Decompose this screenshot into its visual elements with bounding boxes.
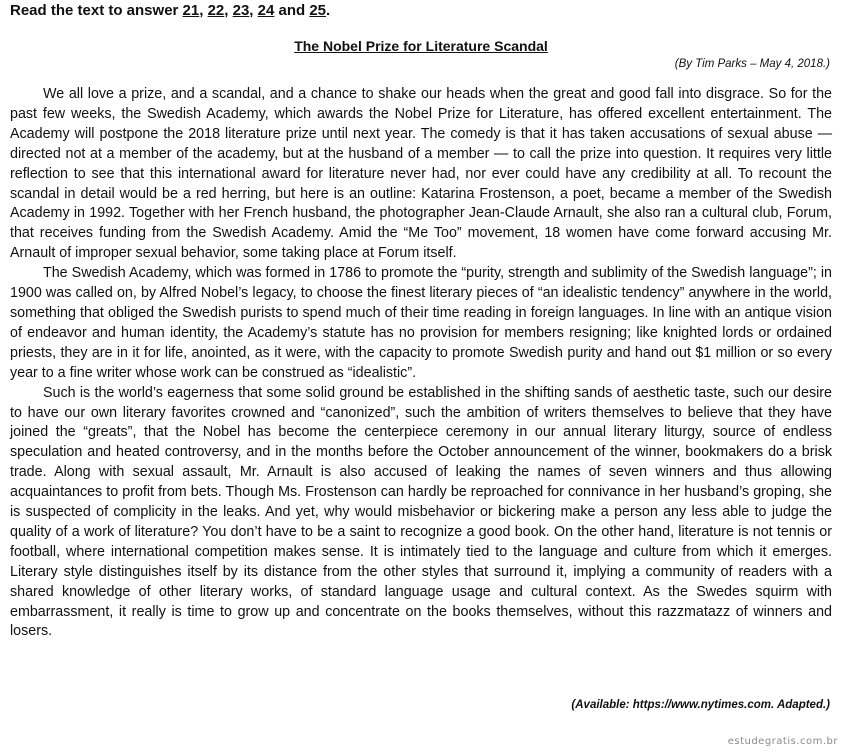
article-source: (Available: https://www.nytimes.com. Adapted.) [571, 699, 830, 711]
question-number: 21 [182, 2, 200, 19]
question-number: 24 [257, 2, 275, 19]
instruction-prefix: Read the text to answer [10, 2, 183, 19]
instruction-suffix: . [326, 2, 331, 19]
article-byline: (By Tim Parks – May 4, 2018.) [674, 58, 830, 70]
article-body [10, 85, 832, 642]
instruction-conjunction: and [274, 2, 310, 19]
question-number: 22 [207, 2, 225, 19]
article-paragraph: We all love a prize, and a scandal, and a chance to shake our heads when the great and good fall into disgrace. So for the past few weeks, the Swedish Academy, which awards the Nobel Prize for Literature, has offered excellent entertainment. The Academy will postpone the 2018 literature prize until next year. The comedy is that it has taken accusations of sexual abuse — directed not at a member of the academy, but at the husband of a member — to call the prize into question. It requires very little reflection to see that this international award for literature never had, nor ever could have any credibility at all. To recount the scandal in detail would be a red herring, but here is an outline: Katarina Frostenson, a poet, became a member of the Swedish Academy in 1992. Together with her French husband, the photographer Jean-Claude Arnault, she also ran a cultural club, Forum, that receives funding from the Swedish Academy. Amid the “Me Too” movement, 18 women have come forward accusing Mr. Arnault of improper sexual behavior, some taking place at Forum itself. [10, 86, 832, 262]
instruction-separator: , [199, 2, 208, 19]
reading-instruction [10, 2, 330, 19]
instruction-separator: , [224, 2, 233, 19]
question-number: 25 [309, 2, 327, 19]
question-number: 23 [232, 2, 250, 19]
instruction-separator: , [249, 2, 258, 19]
article-title: The Nobel Prize for Literature Scandal [294, 38, 548, 54]
article-paragraph: The Swedish Academy, which was formed in 1786 to promote the “purity, strength and sublimity of the Swedish language”; in 1900 was called on, by Alfred Nobel’s legacy, to choose the finest literary pieces of “an idealistic tendency” anywhere in the world, something that obliged the Swedish purists to spend much of their time reading in foreign languages. In line with an antique vision of endeavor and human identity, the Academy’s statute has no provision for members resigning; like knighted lords or ordained priests, they are in it for life, anointed, as it were, with the capacity to promote Swedish purity and hand out $1 million or so every year to a fine writer whose work can be construed as “idealistic”. [10, 265, 832, 381]
site-watermark: estudegratis.com.br [727, 736, 838, 747]
article-paragraph: Such is the world’s eagerness that some solid ground be established in the shifting sands of aesthetic taste, such our desire to have our own literary favorites crowned and “canonized”, such the ambition of writers themselves to believe that they have joined the “greats”, that the Nobel has become the centerpiece ceremony in our annual literary liturgy, source of endless speculation and heated controversy, and in the months before the October announcement of the winner, bookmakers do a brisk trade. Along with sexual assault, Mr. Arnault is also accused of leaking the names of seven winners and thus allowing acquaintances to profit from bets. Though Ms. Frostenson can hardly be reproached for connivance in her husband’s groping, she is suspected of complicity in the leaks. And yet, why would misbehavior or bickering make a person any less able to judge the quality of a work of literature? You don’t have to be a saint to recognize a good book. On the other hand, literature is not tennis or football, where international competition makes sense. It is intimately tied to the language and culture from which it emerges. Literary style distinguishes itself by its distance from the other styles that surround it, implying a community of readers with a shared knowledge of other literary works, of standard language usage and cultural context. As the Swedes squirm with embarrassment, it really is time to grow up and concentrate on the books themselves, without this razzmatazz of winners and losers. [10, 384, 832, 640]
